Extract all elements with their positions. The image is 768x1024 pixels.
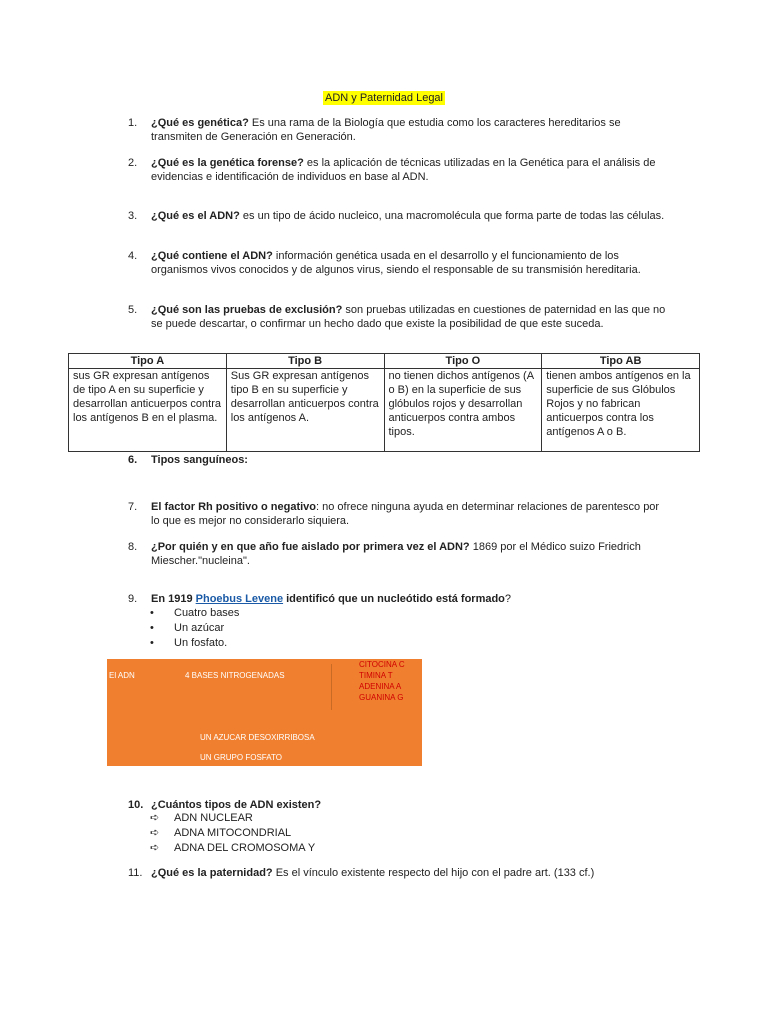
sugar-label: UN AZUCAR DESOXIRRIBOSA [200, 733, 315, 742]
question-text: ¿Por quién y en que año fue aislado por primera vez el ADN? [151, 541, 470, 553]
table-header: Tipo B [226, 354, 384, 369]
base-label: TIMINA T [359, 671, 393, 680]
question-number: 5. [128, 304, 138, 316]
question-number: 8. [128, 541, 138, 553]
question-number: 2. [128, 157, 138, 169]
question-text: ¿Qué es la paternidad? [151, 867, 273, 879]
table-cell: sus GR expresan antígenos de tipo A en su superficie y desarrollan anticuerpos contra los antígenos B en el plasma. [69, 369, 227, 452]
list-item [150, 826, 315, 841]
question-1 [128, 116, 668, 144]
question-text: ¿Qué es genética? [151, 117, 249, 129]
dna-label: El ADN [109, 671, 135, 680]
table-header: Tipo AB [542, 354, 700, 369]
title-text: ADN y Paternidad Legal [324, 92, 443, 104]
bullet-icon: • [150, 637, 154, 649]
question-6 [128, 453, 668, 467]
question-number: 3. [128, 210, 138, 222]
list-item-text: ADN NUCLEAR [174, 812, 253, 824]
question-number: 11. [128, 867, 143, 879]
question-4 [128, 249, 668, 277]
brace-divider [331, 664, 332, 710]
question-number: 1. [128, 117, 138, 129]
question-text: El factor Rh positivo o negativo [151, 501, 317, 513]
answer-text: información genética usada en el desarrollo y el funcionamiento de los organismos vivos conocidos y de algunos virus, siendo el responsable de su transmisión hereditaria. [151, 250, 641, 276]
list-item-text: Un fosfato. [174, 637, 228, 649]
question-text: ¿Qué son las pruebas de exclusión? [151, 304, 343, 316]
list-item-text: ADNA MITOCONDRIAL [174, 827, 292, 839]
base-label: ADENINA A [359, 682, 402, 691]
nucleotide-parts-list [150, 606, 239, 651]
list-item [150, 841, 315, 856]
dna-types-list [150, 811, 315, 856]
table-header: Tipo A [69, 354, 227, 369]
question-5 [128, 303, 668, 331]
dna-structure-panel [107, 659, 422, 766]
table-cell: no tienen dichos antígenos (A o B) en la superficie de sus glóbulos rojos y desarrollan anticuerpos contra ambos tipos. [384, 369, 542, 452]
list-item [150, 636, 239, 651]
question-number: 4. [128, 250, 138, 262]
question-2 [128, 156, 668, 184]
list-item [150, 621, 239, 636]
answer-text: Es el vínculo existente respecto del hijo con el padre art. (133 cf.) [272, 867, 595, 879]
question-8 [128, 540, 668, 568]
question-text: Tipos sanguíneos: [151, 454, 248, 466]
document-title [0, 92, 768, 104]
list-item [150, 811, 315, 826]
question-11 [128, 866, 668, 880]
answer-text: es un tipo de ácido nucleico, una macromolécula que forma parte de todas las células. [239, 210, 665, 222]
list-item-text: Cuatro bases [174, 607, 240, 619]
question-text: ¿Qué contiene el ADN? [151, 250, 273, 262]
blood-types-table [68, 353, 700, 452]
question-10 [128, 798, 668, 812]
question-9 [128, 592, 668, 606]
question-text: En 1919 [151, 593, 196, 605]
question-text: identificó que un nucleótido está formado [283, 593, 505, 605]
list-item-text: ADNA DEL CROMOSOMA Y [174, 842, 316, 854]
base-label: GUANINA G [359, 693, 404, 702]
phosphate-label: UN GRUPO FOSFATO [200, 753, 282, 762]
bullet-icon: • [150, 607, 154, 619]
list-item-text: Un azúcar [174, 622, 225, 634]
table-header-row [69, 354, 700, 369]
answer-text: : no ofrece ninguna ayuda en determinar relaciones de parentesco por lo que es mejor no considerarlo siquiera. [151, 501, 660, 527]
question-number: 6. [128, 454, 138, 466]
base-label: CITOCINA C [359, 660, 405, 669]
table-cell: Sus GR expresan antígenos tipo B en su superficie y desarrollan anticuerpos contra los antígenos A. [226, 369, 384, 452]
question-7 [128, 500, 668, 528]
phoebus-levene-link[interactable]: Phoebus Levene [195, 593, 284, 605]
answer-text: Es una rama de la Biología que estudia como los caracteres hereditarios se transmiten de Generación en Generación. [151, 117, 621, 143]
question-text: ¿Qué es la genética forense? [151, 157, 304, 169]
arrow-right-icon: ➪ [150, 812, 160, 824]
question-text: ¿Qué es el ADN? [151, 210, 240, 222]
question-text: ¿Cuántos tipos de ADN existen? [151, 799, 322, 811]
answer-text: son pruebas utilizadas en cuestiones de paternidad en las que no se puede descartar, o confirmar un hecho dado que existe la posibilidad de que este suceda. [151, 304, 666, 330]
arrow-right-icon: ➪ [150, 842, 160, 854]
answer-text: es la aplicación de técnicas utilizadas en la Genética para el análisis de evidencias e identificación de individuos en base al ADN. [151, 157, 656, 183]
question-number: 9. [128, 593, 138, 605]
bullet-icon: • [150, 622, 154, 634]
bases-title: 4 BASES NITROGENADAS [185, 671, 285, 680]
table-header: Tipo O [384, 354, 542, 369]
question-number: 7. [128, 501, 138, 513]
list-item [150, 606, 239, 621]
question-3 [128, 209, 668, 223]
answer-text: ? [504, 593, 512, 605]
answer-text: 1869 por el Médico suizo Friedrich Miescher."nucleina". [151, 541, 641, 567]
table-row [69, 369, 700, 452]
question-number: 10. [128, 799, 144, 811]
arrow-right-icon: ➪ [150, 827, 160, 839]
table-cell: tienen ambos antígenos en la superficie de sus Glóbulos Rojos y no fabrican anticuerpos contra los antígenos A o B. [542, 369, 700, 452]
